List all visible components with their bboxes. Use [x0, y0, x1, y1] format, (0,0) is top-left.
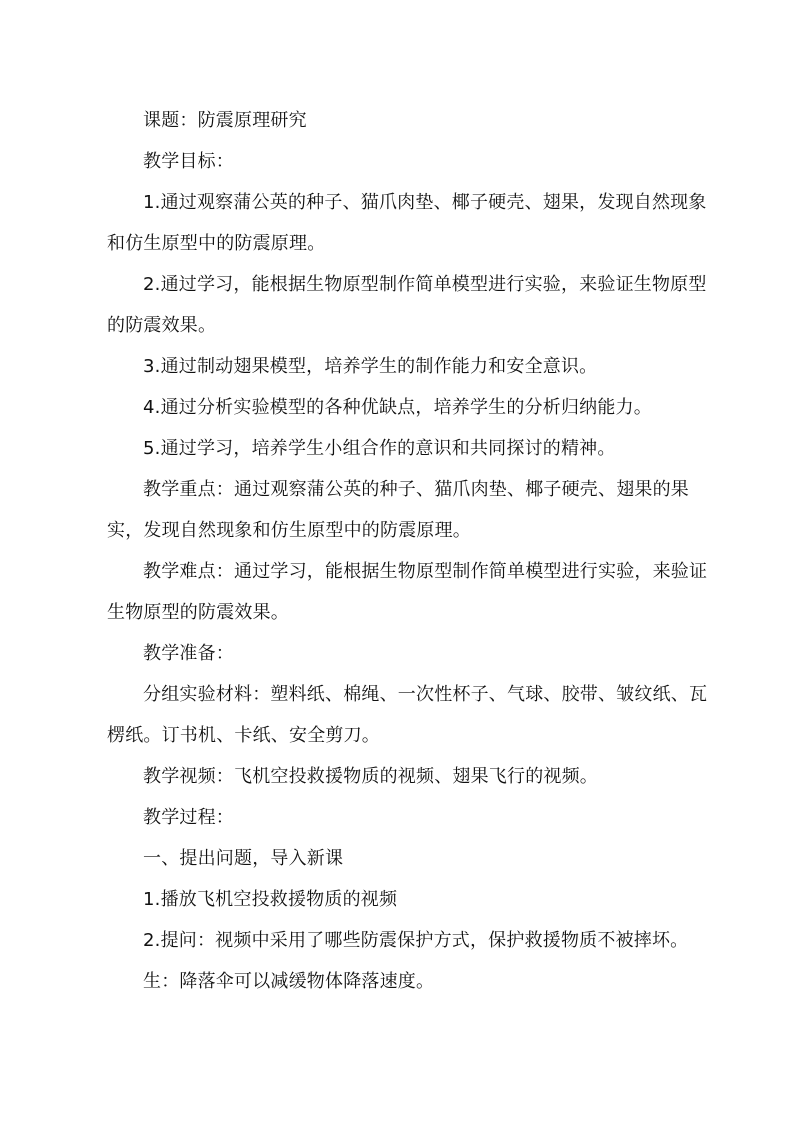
teaching-videos: 教学视频：飞机空投救援物质的视频、翅果飞行的视频。 — [143, 766, 598, 787]
objective-item-5: 5.通过学习，培养学生小组合作的意识和共同探讨的精神。 — [143, 438, 616, 459]
key-point: 教学重点：通过观察蒲公英的种子、猫爪肉垫、椰子硬壳、翅果的果实，发现自然现象和仿生原型中的防震原理。 — [107, 479, 689, 541]
objective-item-4: 4.通过分析实验模型的各种优缺点，培养学生的分析归纳能力。 — [143, 397, 652, 418]
objective-item-1: 1.通过观察蒲公英的种子、猫爪肉垫、椰子硬壳、翅果，发现自然现象和仿生原型中的防震原理。 — [107, 192, 707, 254]
objective-item-3: 3.通过制动翅果模型，培养学生的制作能力和安全意识。 — [143, 356, 598, 377]
process-step-1: 1.播放飞机空投救援物质的视频 — [143, 889, 398, 910]
document-body — [107, 100, 723, 1002]
objective-item-2: 2.通过学习，能根据生物原型制作简单模型进行实验，来验证生物原型的防震效果。 — [107, 274, 707, 336]
difficult-point: 教学难点：通过学习，能根据生物原型制作简单模型进行实验，来验证生物原型的防震效果。 — [107, 561, 708, 623]
lesson-title: 课题：防震原理研究 — [143, 110, 307, 131]
materials-list: 分组实验材料：塑料纸、棉绳、一次性杯子、气球、胶带、皱纹纸、瓦楞纸。订书机、卡纸、安全剪刀。 — [107, 684, 708, 746]
objectives-heading: 教学目标： — [143, 151, 234, 172]
section-heading-1: 一、提出问题，导入新课 — [143, 848, 344, 869]
student-answer: 生：降落伞可以减缓物体降落速度。 — [143, 971, 435, 992]
process-heading: 教学过程： — [143, 807, 234, 828]
process-step-2: 2.提问：视频中采用了哪些防震保护方式，保护救援物质不被摔坏。 — [143, 930, 689, 951]
preparation-heading: 教学准备： — [143, 643, 234, 664]
